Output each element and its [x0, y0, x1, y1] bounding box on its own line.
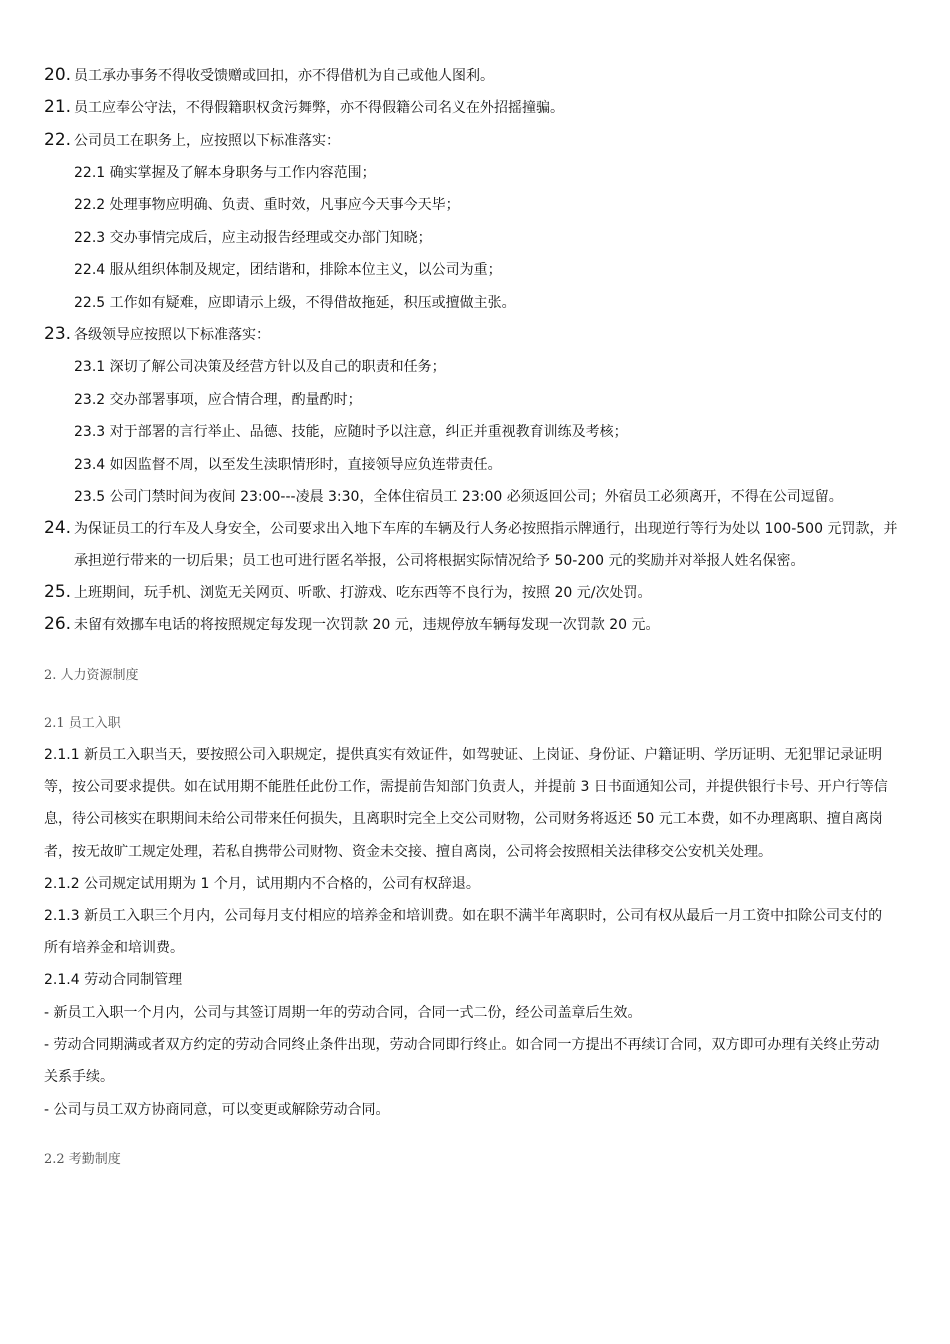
sub-item-23-3: 23.3 对于部署的言行举止、品德、技能，应随时予以注意，纠正并重视教育训练及考核；	[74, 424, 628, 440]
rule-item-22	[44, 131, 340, 150]
sub-item-22-3: 22.3 交办事情完成后，应主动报告经理或交办部门知晓；	[74, 230, 432, 246]
paragraph-2-1-3-line: 所有培养金和培训费。	[44, 940, 184, 956]
sub-item-23-4: 23.4 如因监督不周，以至发生渎职情形时，直接领导应负连带责任。	[74, 457, 502, 473]
paragraph-2-1-1-line: 者，按无故旷工规定处理，若私自携带公司财物、资金未交接、擅自离岗，公司将会按照相关法律移交公安机关处理。	[44, 844, 772, 860]
item-number: 21.	[44, 97, 72, 117]
item-text: 为保证员工的行车及人身安全，公司要求出入地下车库的车辆及行人务必按照指示牌通行，出现逆行等行为处以 100-500 元罚款，并	[74, 521, 898, 537]
bullet-line: - 新员工入职一个月内，公司与其签订周期一年的劳动合同，合同一式二份，经公司盖章后生效。	[44, 1005, 642, 1021]
rule-item-25	[44, 583, 651, 602]
rule-item-24	[44, 519, 897, 538]
sub-item-22-2: 22.2 处理事物应明确、负责、重时效，凡事应今天事今天毕；	[74, 197, 460, 213]
item-number: 26.	[44, 614, 72, 634]
item-number: 24.	[44, 518, 72, 538]
rule-item-24-continuation: 承担逆行带来的一切后果；员工也可进行匿名举报，公司将根据实际情况给予 50-200 元的奖励并对举报人姓名保密。	[74, 553, 805, 569]
item-text: 员工承办事务不得收受馈赠或回扣，亦不得借机为自己或他人图利。	[74, 68, 495, 84]
item-text: 员工应奉公守法，不得假籍职权贪污舞弊，亦不得假籍公司名义在外招摇撞骗。	[74, 100, 565, 116]
sub-item-23-2: 23.2 交办部署事项，应合情合理，酌量酌时；	[74, 392, 362, 408]
item-number: 22.	[44, 130, 72, 150]
rule-item-23	[44, 325, 270, 344]
paragraph-2-1-1-line: 息，待公司核实在职期间未给公司带来任何损失，且离职时完全上交公司财物，公司财务将返还 50 元工本费，如不办理离职、擅自离岗	[44, 811, 883, 827]
rule-item-21	[44, 98, 564, 117]
subsection-heading-onboarding: 2.1 员工入职	[44, 716, 121, 731]
item-number: 23.	[44, 324, 72, 344]
bullet-line: 关系手续。	[44, 1069, 114, 1085]
sub-item-22-1: 22.1 确实掌握及了解本身职务与工作内容范围；	[74, 165, 376, 181]
item-text: 各级领导应按照以下标准落实：	[74, 327, 271, 343]
paragraph-2-1-4: 2.1.4 劳动合同制管理	[44, 972, 183, 988]
section-heading-hr: 2. 人力资源制度	[44, 668, 139, 683]
paragraph-2-1-1-line: 等，按公司要求提供。如在试用期不能胜任此份工作，需提前告知部门负责人，并提前 3 日书面通知公司，并提供银行卡号、开户行等信	[44, 779, 888, 795]
paragraph-2-1-1-line: 2.1.1 新员工入职当天，要按照公司入职规定，提供真实有效证件，如驾驶证、上岗证、身份证、户籍证明、学历证明、无犯罪记录证明	[44, 747, 883, 763]
paragraph-2-1-3-line: 2.1.3 新员工入职三个月内，公司每月支付相应的培养金和培训费。如在职不满半年离职时，公司有权从最后一月工资中扣除公司支付的	[44, 908, 883, 924]
item-number: 20.	[44, 65, 72, 85]
sub-item-22-4: 22.4 服从组织体制及规定，团结谐和，排除本位主义，以公司为重；	[74, 262, 502, 278]
item-text: 上班期间，玩手机、浏览无关网页、听歌、打游戏、吃东西等不良行为，按照 20 元/次处罚。	[74, 585, 652, 601]
item-number: 25.	[44, 582, 72, 602]
bullet-line: - 公司与员工双方协商同意，可以变更或解除劳动合同。	[44, 1102, 390, 1118]
item-text: 公司员工在职务上，应按照以下标准落实：	[74, 133, 341, 149]
sub-item-22-5: 22.5 工作如有疑难，应即请示上级，不得借故拖延，积压或擅做主张。	[74, 295, 516, 311]
rule-item-26	[44, 615, 659, 634]
rule-item-20	[44, 66, 494, 85]
bullet-line: - 劳动合同期满或者双方约定的劳动合同终止条件出现，劳动合同即行终止。如合同一方提出不再续订合同，双方即可办理有关终止劳动	[44, 1037, 880, 1053]
paragraph-2-1-2: 2.1.2 公司规定试用期为 1 个月，试用期内不合格的，公司有权辞退。	[44, 876, 480, 892]
sub-item-23-5: 23.5 公司门禁时间为夜间 23:00---凌晨 3:30，全体住宿员工 23:00 必须返回公司；外宿员工必须离开，不得在公司逗留。	[74, 489, 843, 505]
item-text: 未留有效挪车电话的将按照规定每发现一次罚款 20 元，违规停放车辆每发现一次罚款 20 元。	[74, 617, 660, 633]
sub-item-23-1: 23.1 深切了解公司决策及经营方针以及自己的职责和任务；	[74, 359, 446, 375]
subsection-heading-attendance: 2.2 考勤制度	[44, 1152, 121, 1167]
